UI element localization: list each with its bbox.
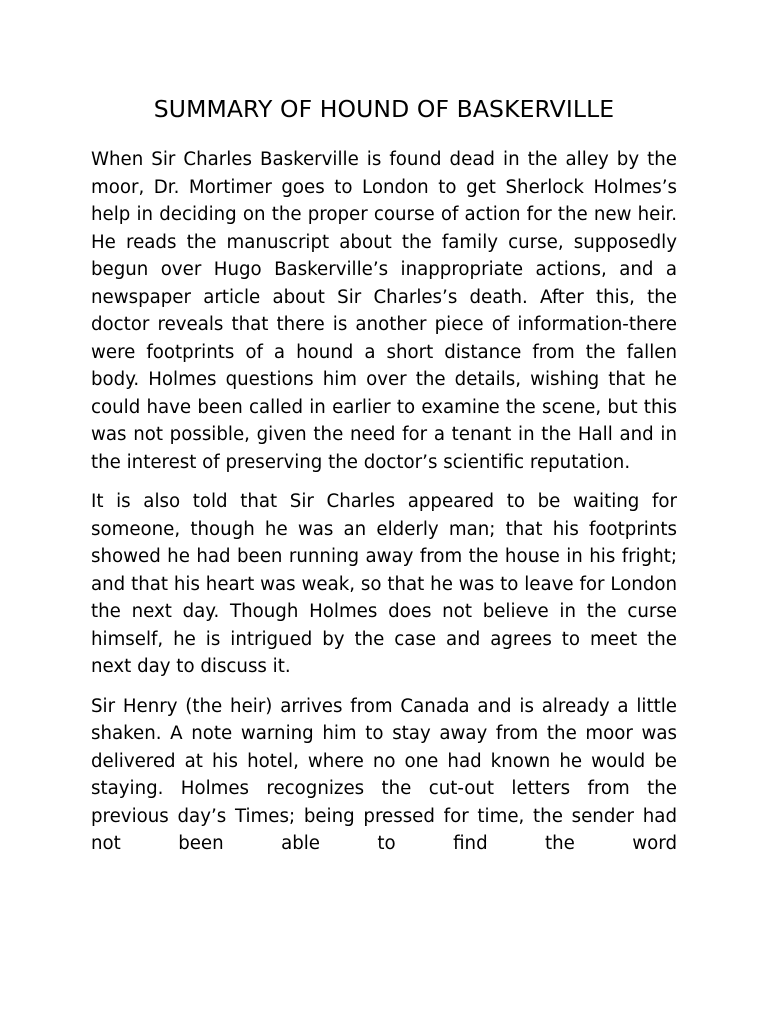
paragraph-2: It is also told that Sir Charles appeared to be waiting for someone, though he was an elderly man; that his footprints showed he had been running away from the house in his fright; and that his heart was weak, so that he was to leave for London the next day. Though Holmes does not believe in the curse himself, he is intrigued by the case and agrees to meet the next day to discuss it. [91,491,677,677]
paragraph-3: Sir Henry (the heir) arrives from Canada and is already a little shaken. A note warning him to stay away from the moor was delivered at his hotel, where no one had known he would be staying. Holmes recognizes the cut-out letters from the previous day’s Times; being pressed for time, the sender had not been able to find the word [91,695,677,854]
document-title: SUMMARY OF HOUND OF BASKERVILLE [153,95,615,123]
paragraph-1: When Sir Charles Baskerville is found dead in the alley by the moor, Dr. Mortimer goes to London to get Sherlock Holmes’s help in deciding on the proper course of action for the new heir. He reads the manuscript about the family curse, supposedly begun over Hugo Baskerville’s inappropriate actions, and a newspaper article about Sir Charles’s death. After this, the doctor reveals that there is another piece of information-there were footprints of a hound a short distance from the fallen body. Holmes questions him over the details, wishing that he could have been called in earlier to examine the scene, but this was not possible, given the need for a tenant in the Hall and in the interest of preserving the doctor’s scientific reputation. [91,149,677,473]
document-page [91,92,677,870]
